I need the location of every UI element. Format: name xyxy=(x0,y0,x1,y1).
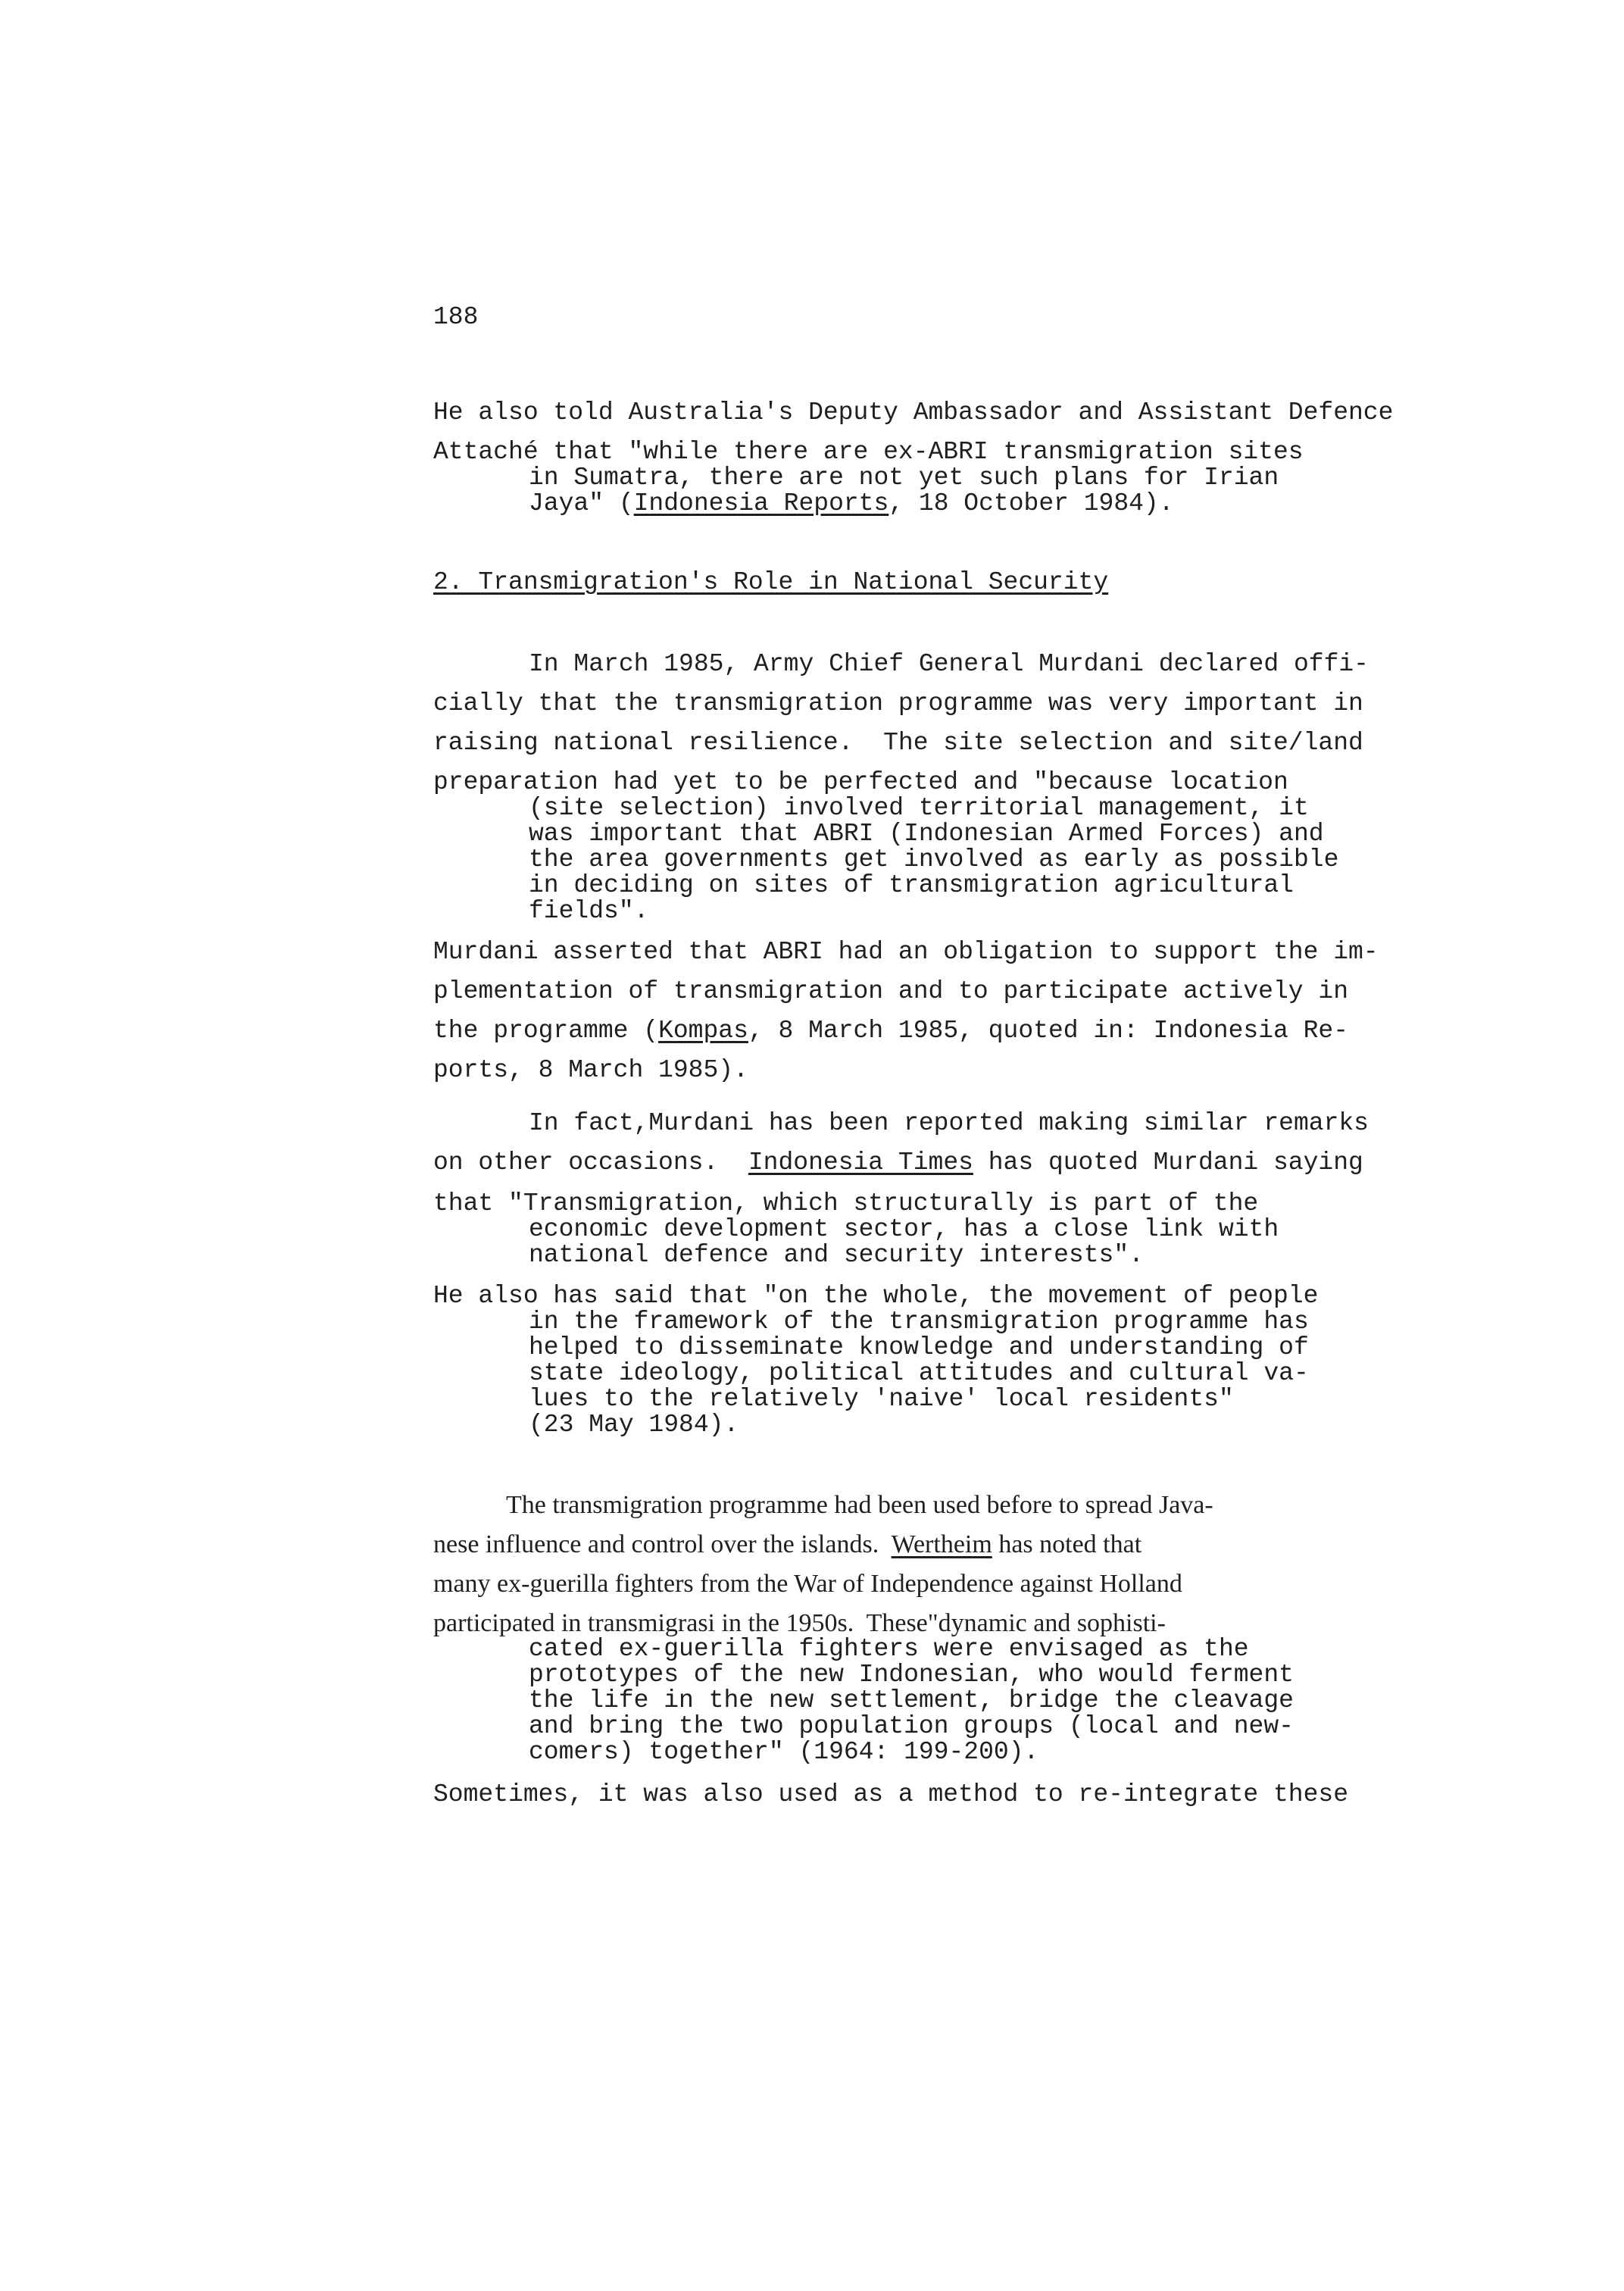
quote-line: economic development sector, has a close link with xyxy=(529,1215,1279,1243)
citation-wertheim: Wertheim xyxy=(891,1530,992,1558)
text-line: that "Transmigration, which structurally is part of the xyxy=(433,1189,1259,1217)
text-line: many ex-guerilla fighters from the War of Independence against Holland xyxy=(433,1570,1182,1598)
text-line: plementation of transmigration and to participate actively in xyxy=(433,977,1348,1005)
quote-line: the area governments get involved as early as possible xyxy=(529,845,1339,874)
quote-line: lues to the relatively 'naive' local residents" xyxy=(529,1385,1234,1413)
text-line: In March 1985, Army Chief General Murdani declared offi- xyxy=(529,650,1369,678)
quote-line: comers) together" (1964: 199-200). xyxy=(529,1738,1039,1766)
quote-line: the life in the new settlement, bridge the cleavage xyxy=(529,1686,1294,1714)
quote-line: in Sumatra, there are not yet such plans for Irian xyxy=(529,464,1279,492)
text-line: the programme (Kompas, 8 March 1985, quoted in: Indonesia Re- xyxy=(433,1017,1349,1045)
citation-indonesia-times: Indonesia Times xyxy=(748,1149,973,1177)
section-heading: 2. Transmigration's Role in National Security xyxy=(433,568,1109,596)
quote-line: helped to disseminate knowledge and understanding of xyxy=(529,1333,1309,1361)
text-line: on other occasions. Indonesia Times has quoted Murdani saying xyxy=(433,1149,1363,1177)
quote-line: in the framework of the transmigration programme has xyxy=(529,1308,1309,1336)
citation-indonesia-reports: Indonesia Reports xyxy=(633,489,889,517)
text-line: cially that the transmigration programme was very important in xyxy=(433,689,1363,717)
text-line: Murdani asserted that ABRI had an obligation to support the im- xyxy=(433,938,1379,966)
text-line: Sometimes, it was also used as a method to re-integrate these xyxy=(433,1780,1348,1808)
text-line: He also has said that "on the whole, the movement of people xyxy=(433,1282,1319,1310)
text-line: The transmigration programme had been used before to spread Java- xyxy=(506,1491,1213,1519)
quote-line: (site selection) involved territorial management, it xyxy=(529,794,1309,822)
text-line: raising national resilience. The site selection and site/land xyxy=(433,729,1363,757)
quote-line: was important that ABRI (Indonesian Armed Forces) and xyxy=(529,820,1324,848)
quote-line: in deciding on sites of transmigration agricultural xyxy=(529,871,1294,899)
quote-line: prototypes of the new Indonesian, who would ferment xyxy=(529,1661,1294,1689)
text-line: He also told Australia's Deputy Ambassador and Assistant Defence xyxy=(433,399,1394,427)
quote-line: Jaya" (Indonesia Reports, 18 October 1984). xyxy=(529,489,1174,517)
quote-line: state ideology, political attitudes and cultural va- xyxy=(529,1359,1309,1387)
text-line: preparation had yet to be perfected and "because location xyxy=(433,768,1288,796)
page-number: 188 xyxy=(433,303,479,331)
text-line: Attaché that "while there are ex-ABRI transmigration sites xyxy=(433,438,1304,466)
quote-line: cated ex-guerilla fighters were envisaged as the xyxy=(529,1635,1249,1663)
text-line: participated in transmigrasi in the 1950s. These"dynamic and sophisti- xyxy=(433,1609,1166,1637)
quote-line: and bring the two population groups (local and new- xyxy=(529,1712,1294,1740)
quote-line: fields". xyxy=(529,897,649,925)
text-line: ports, 8 March 1985). xyxy=(433,1056,748,1084)
citation-kompas: Kompas xyxy=(658,1017,748,1045)
quote-line: national defence and security interests". xyxy=(529,1241,1144,1269)
quote-line: (23 May 1984). xyxy=(529,1411,739,1439)
text-line: In fact,Murdani has been reported making similar remarks xyxy=(529,1109,1369,1137)
text-line: nese influence and control over the islands. Wertheim has noted that xyxy=(433,1530,1142,1558)
